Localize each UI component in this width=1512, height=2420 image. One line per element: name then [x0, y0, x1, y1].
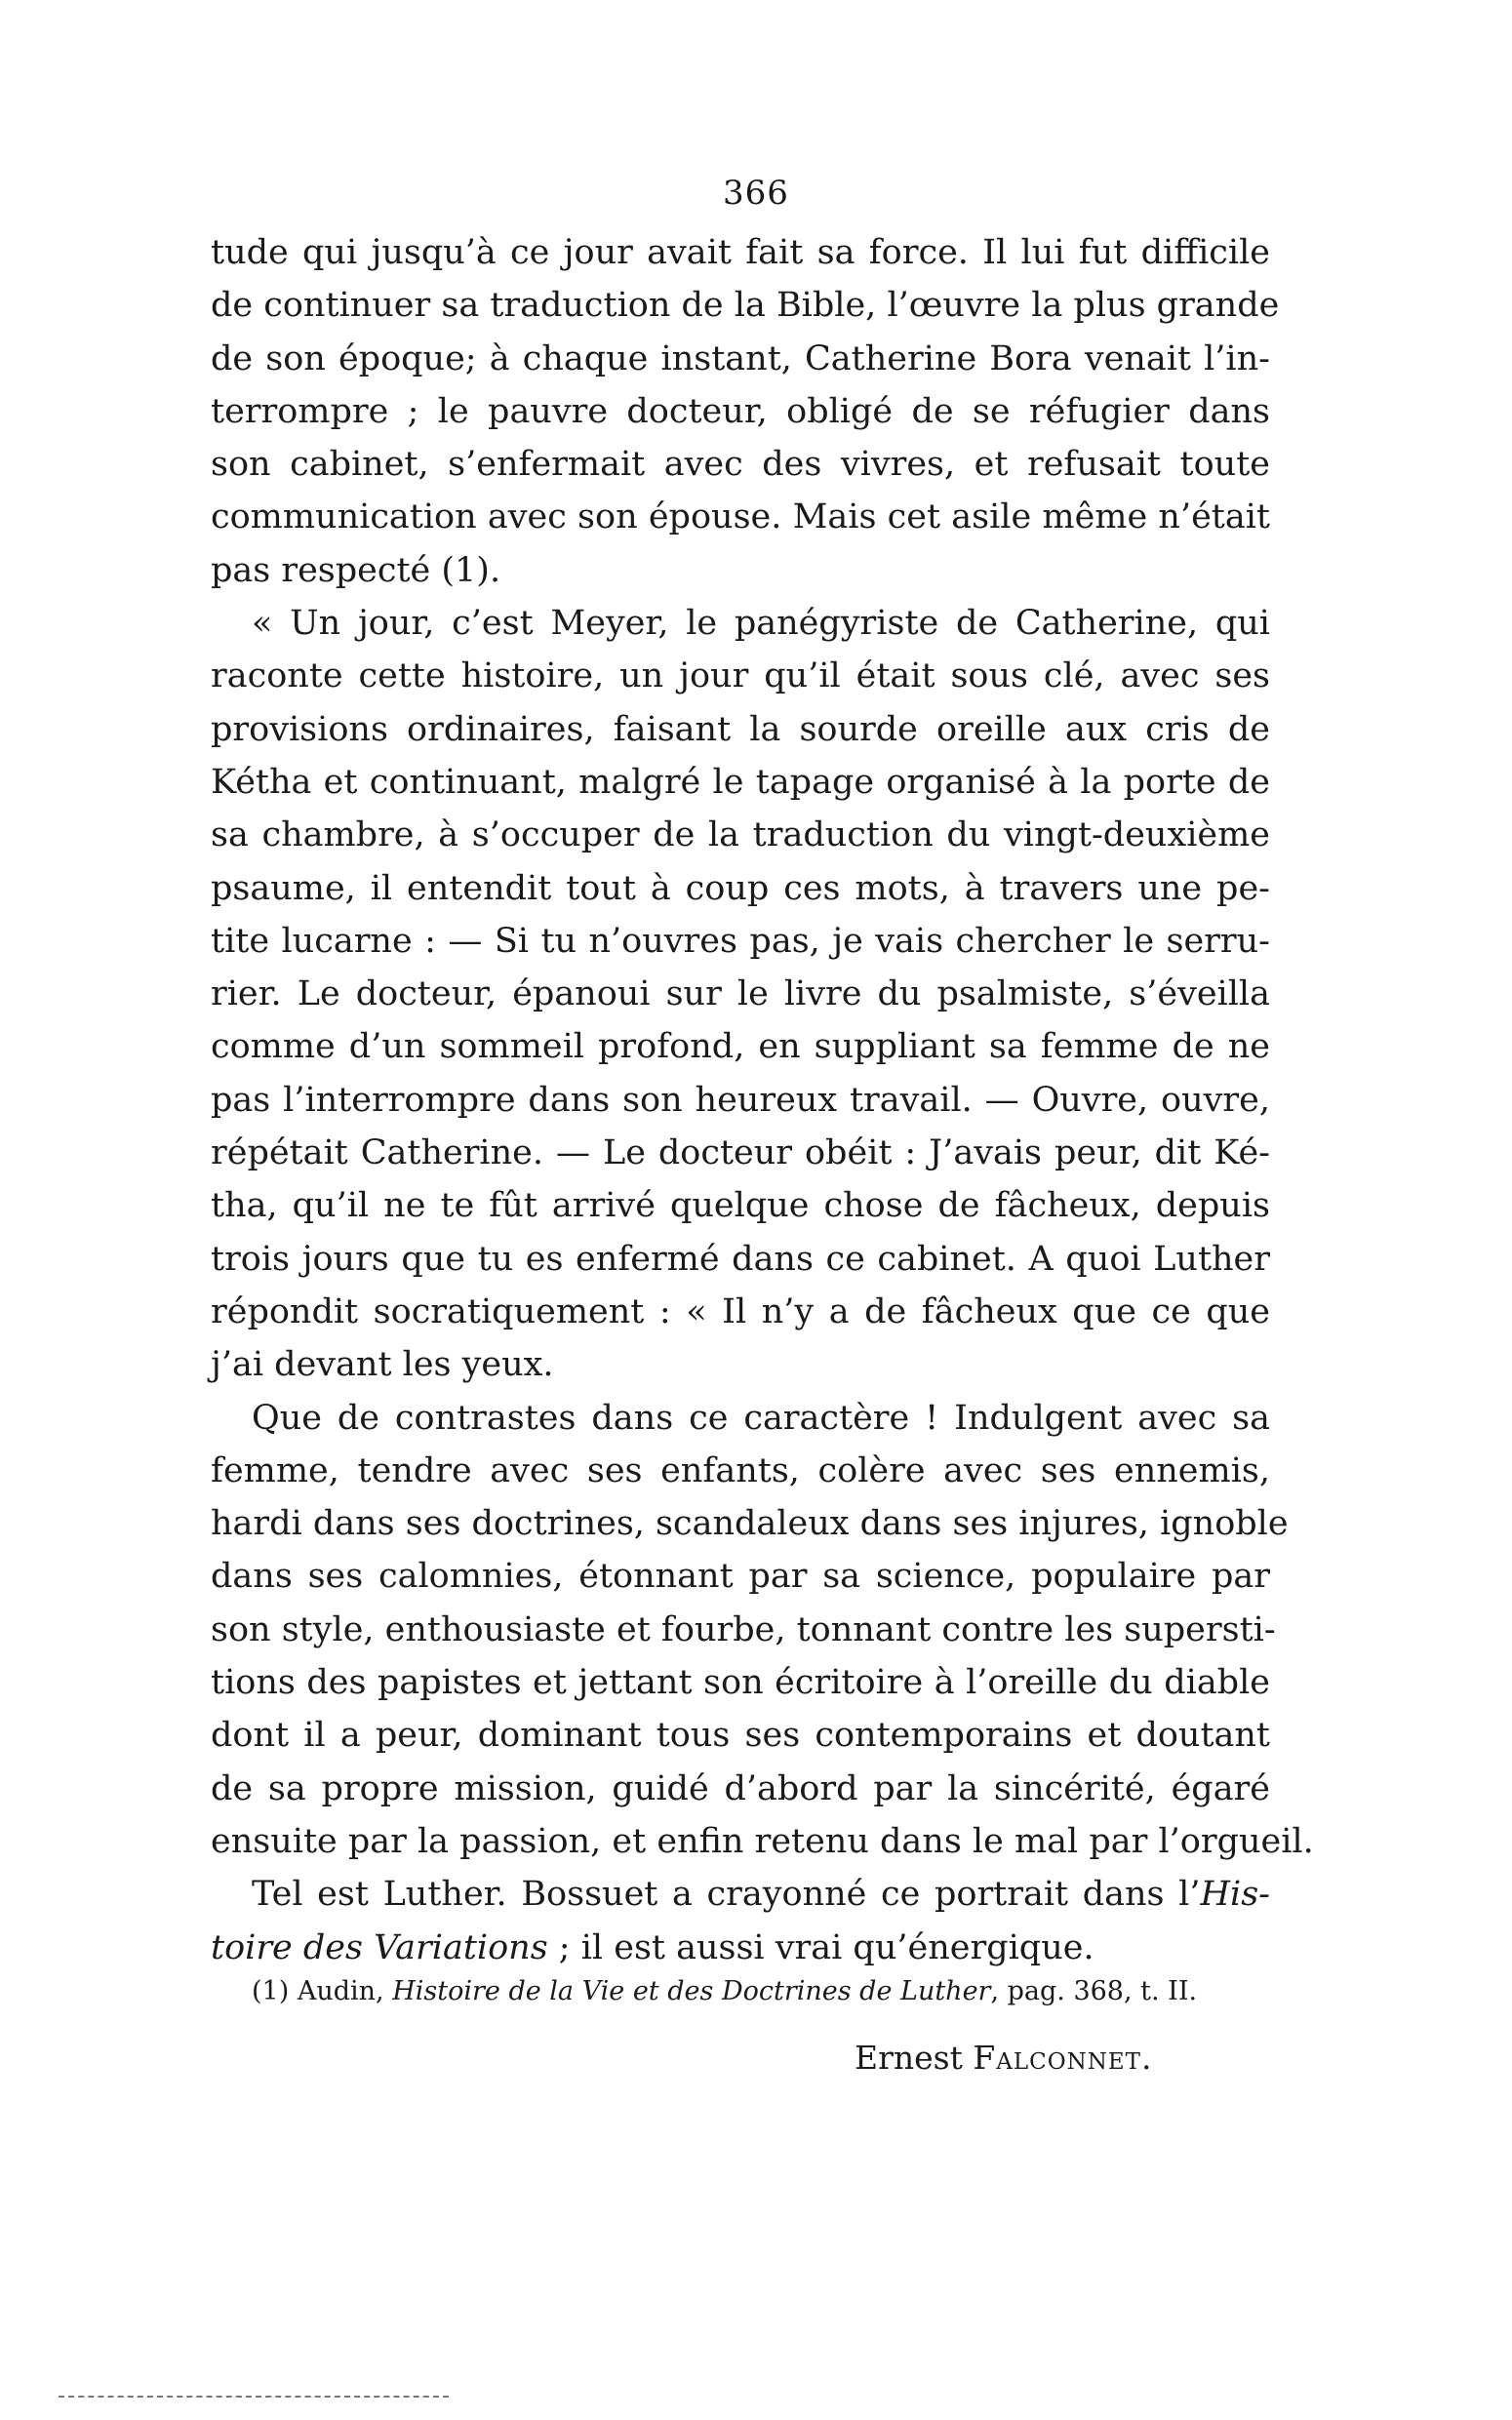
- text-line: hardi dans ses doctrines, scandaleux dans ses injures, ignoble: [211, 1504, 1289, 1544]
- text-line: tite lucarne : — Si tu n’ouvres pas, je vais chercher le serru-: [211, 921, 1270, 961]
- text-line: tions des papistes et jettant son écritoire à l’oreille du diable: [211, 1663, 1270, 1703]
- text-line: dont il a peur, dominant tous ses contemporains et doutant: [211, 1716, 1270, 1756]
- text-line: pas respecté (1).: [211, 550, 501, 590]
- footnote-suffix: , pag. 368, t. II.: [990, 1976, 1198, 2006]
- text-line: psaume, il entendit tout à coup ces mots, à travers une pe-: [211, 868, 1270, 908]
- footnote-prefix: (1) Audin,: [252, 1976, 393, 2006]
- text-line: son style, enthousiaste et fourbe, tonnant contre les supersti-: [211, 1609, 1276, 1649]
- body-text: [211, 226, 1314, 1974]
- author-signature: [855, 2039, 1152, 2077]
- text-line: répétait Catherine. — Le docteur obéit : J’avais peur, dit Ké-: [211, 1133, 1270, 1173]
- footnote: [252, 1976, 1197, 2006]
- text-line: terrompre ; le pauvre docteur, obligé de se réfugier dans: [211, 391, 1270, 431]
- text-line: « Un jour, c’est Meyer, le panégyriste de Catherine, qui: [252, 604, 1270, 644]
- text-line: de son époque; à chaque instant, Catherine Bora venait l’in-: [211, 338, 1270, 378]
- text-segment: ; il est aussi vrai qu’énergique.: [547, 1927, 1094, 1967]
- text-line: ensuite par la passion, et enfin retenu dans le mal par l’orgueil.: [211, 1821, 1314, 1861]
- text-line: pas l’interrompre dans son heureux travail. — Ouvre, ouvre,: [211, 1080, 1270, 1120]
- text-line: femme, tendre avec ses enfants, colère avec ses ennemis,: [211, 1450, 1270, 1490]
- page-number: 366: [723, 174, 789, 213]
- signature-first-name: Ernest: [855, 2039, 974, 2077]
- text-line: Kétha et continuant, malgré le tapage organisé à la porte de: [211, 762, 1270, 802]
- text-line: Que de contrastes dans ce caractère ! Indulgent avec sa: [252, 1398, 1270, 1438]
- text-line: de continuer sa traduction de la Bible, l’œuvre la plus grande: [211, 286, 1280, 326]
- italic-title-segment: His-: [1200, 1875, 1270, 1915]
- text-line: rier. Le docteur, épanoui sur le livre du psalmiste, s’éveilla: [211, 974, 1270, 1014]
- text-line: dans ses calomnies, étonnant par sa science, populaire par: [211, 1557, 1270, 1597]
- text-line: communication avec son épouse. Mais cet asile même n’était: [211, 497, 1270, 537]
- text-segment: Tel est Luther. Bossuet a crayonné ce portrait dans l’: [252, 1875, 1201, 1915]
- text-line: sa chambre, à s’occuper de la traduction du vingt-deuxième: [211, 815, 1270, 855]
- text-line: j’ai devant les yeux.: [211, 1345, 554, 1385]
- text-line: provisions ordinaires, faisant la sourde oreille aux cris de: [211, 709, 1270, 749]
- text-line: de sa propre mission, guidé d’abord par la sincérité, égaré: [211, 1768, 1270, 1808]
- text-line: son cabinet, s’enfermait avec des vivres, et refusait toute: [211, 445, 1270, 485]
- text-line: [211, 1922, 1270, 1974]
- scan-artifact-line: [59, 2396, 449, 2401]
- text-line: comme d’un sommeil profond, en suppliant sa femme de ne: [211, 1027, 1270, 1067]
- text-line: trois jours que tu es enfermé dans ce cabinet. A quoi Luther: [211, 1239, 1270, 1279]
- footnote-title: Histoire de la Vie et des Doctrines de Luther: [392, 1976, 991, 2006]
- italic-title-segment: toire des Variations: [211, 1927, 548, 1967]
- text-line: tha, qu’il ne te fût arrivé quelque chose de fâcheux, depuis: [211, 1186, 1270, 1226]
- signature-last-name: Falconnet.: [973, 2039, 1153, 2077]
- text-line: répondit socratiquement : « Il n’y a de fâcheux que ce que: [211, 1291, 1270, 1331]
- text-line: tude qui jusqu’à ce jour avait fait sa force. Il lui fut difficile: [211, 233, 1270, 272]
- text-line: [211, 1868, 1270, 1921]
- text-line: raconte cette histoire, un jour qu’il était sous clé, avec ses: [211, 656, 1270, 696]
